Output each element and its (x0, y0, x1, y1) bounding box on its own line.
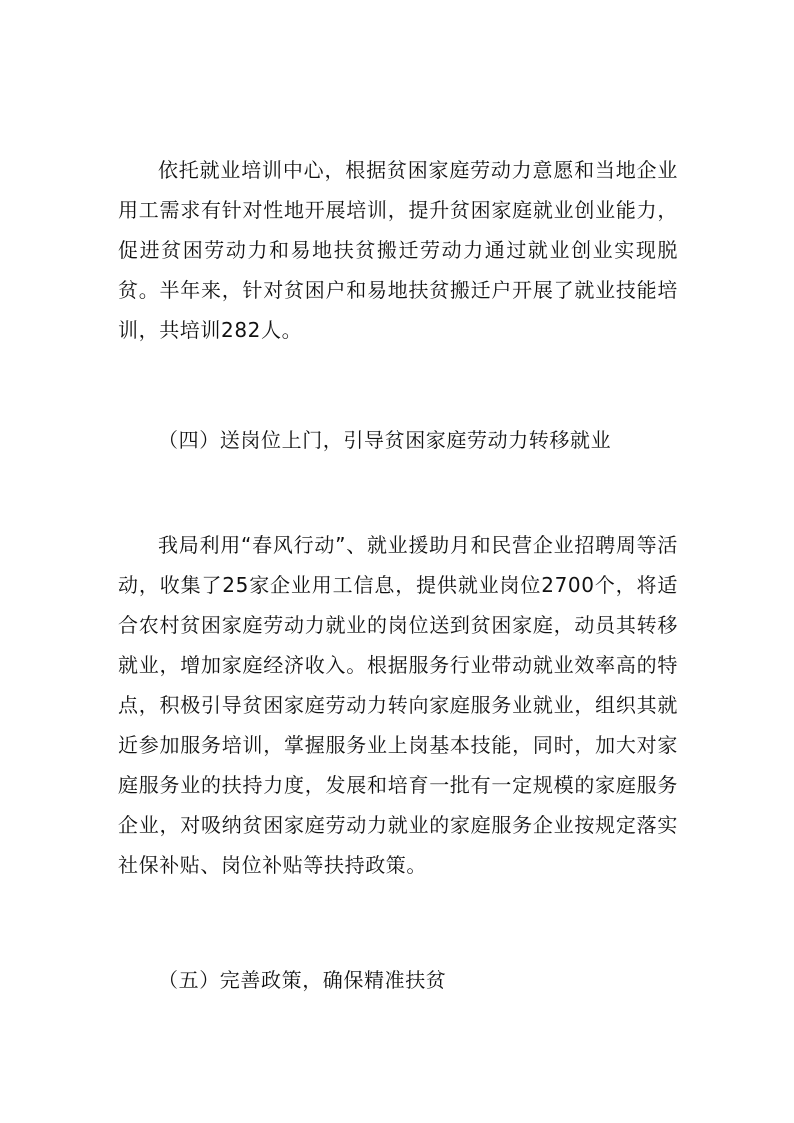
section-heading-4: （四）送岗位上门，引导贫困家庭劳动力转移就业 (158, 428, 612, 452)
section-heading-5: （五）完善政策，确保精准扶贫 (158, 968, 447, 992)
paragraph-job-placement: 我局利用“春风行动”、就业援助月和民营企业招聘周等活动，收集了25家企业用工信息，提供就业岗位2700个，将适合农村贫困家庭劳动力就业的岗位送到贫困家庭，动员其转移就业，增加家庭经济收入。根据服务行业带动就业效率高的特点，积极引导贫困家庭劳动力转向家庭服务业就业，组织其就近参加服务培训，掌握服务业上岗基本技能，同时，加大对家庭服务业的扶持力度，发展和培育一批有一定规模的家庭服务企业，对吸纳贫困家庭劳动力就业的家庭服务企业按规定落实社保补贴、岗位补贴等扶持政策。 (118, 533, 678, 877)
paragraph-training: 依托就业培训中心，根据贫困家庭劳动力意愿和当地企业用工需求有针对性地开展培训，提升贫困家庭就业创业能力，促进贫困劳动力和易地扶贫搬迁劳动力通过就业创业实现脱贫。半年来，针对贫困户和易地扶贫搬迁户开展了就业技能培训，共培训282人。 (118, 158, 678, 342)
